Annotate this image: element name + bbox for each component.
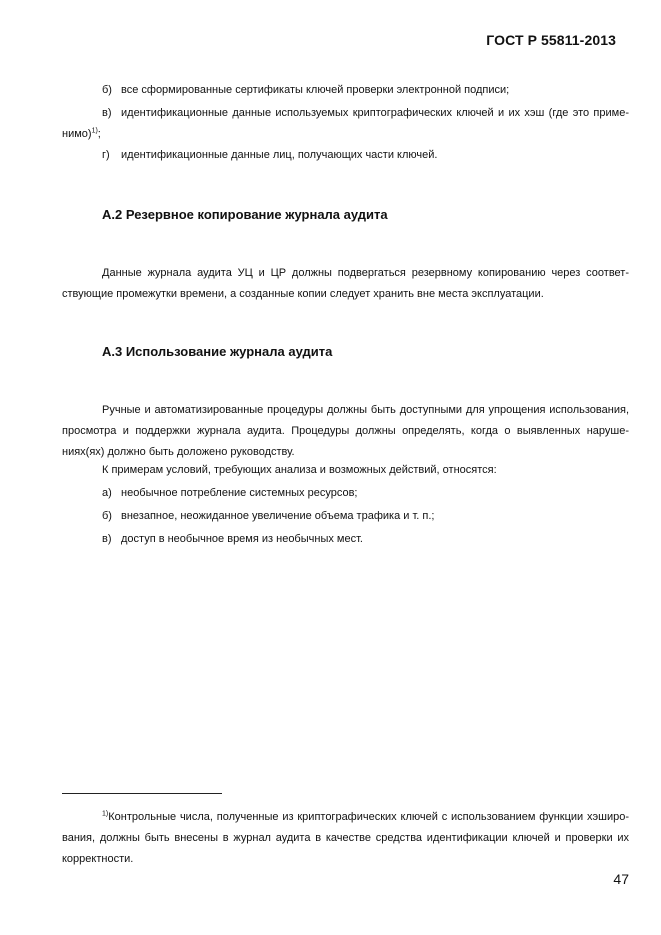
section-a2-paragraph: Данные журнала аудита УЦ и ЦР должны подвергаться резервному копированию через соответ- ствующие промежутки времени, а созданные копии следует хранить вне места эксплуатации. bbox=[62, 267, 629, 300]
list-item-text: внезапное, неожиданное увеличение объема трафика и т. п.; bbox=[121, 510, 435, 522]
list-marker: б) bbox=[102, 84, 112, 96]
list-item bbox=[102, 80, 629, 101]
section-heading-a3: А.3 Использование журнала аудита bbox=[102, 344, 333, 359]
list-item-tail: ; bbox=[97, 128, 101, 140]
list-marker: б) bbox=[102, 510, 112, 522]
footnote-reference: 1) bbox=[91, 127, 98, 135]
page-number: 47 bbox=[613, 871, 629, 887]
list-item bbox=[102, 529, 629, 550]
list-item-text: все сформированные сертификаты ключей проверки электронной подписи; bbox=[121, 84, 510, 96]
list-item-text: идентификационные данные лиц, получающих части ключей. bbox=[121, 149, 438, 161]
list-item bbox=[102, 103, 629, 124]
section-a3-paragraph: Ручные и автоматизированные процедуры должны быть доступными для упрощения использования, просмотра и поддержки журнала аудита. Процедуры должны определять, когда о выявленных наруше- ниях(ях) должно быть доложено руководству. bbox=[62, 404, 629, 458]
footnote-text: Контрольные числа, полученные из криптографических ключей с использованием функции хэширо- вания, должны быть внесены в журнал аудита в качестве средства идентификации ключей и проверки их корректности. bbox=[62, 811, 629, 865]
list-item-text-continued: нимо) bbox=[62, 128, 92, 140]
list-item-text: идентификационные данные используемых криптографических ключей и их хэш (где это приме- bbox=[121, 107, 629, 119]
list-item-text: доступ в необычное время из необычных мест. bbox=[121, 533, 363, 545]
list-marker: в) bbox=[102, 533, 112, 545]
document-header: ГОСТ Р 55811-2013 bbox=[486, 32, 616, 48]
list-item-continuation bbox=[62, 124, 629, 145]
list-item-text: необычное потребление системных ресурсов; bbox=[121, 487, 358, 499]
list-item bbox=[102, 483, 629, 504]
list-marker: г) bbox=[102, 149, 110, 161]
section-heading-a2: А.2 Резервное копирование журнала аудита bbox=[102, 207, 388, 222]
list-marker: а) bbox=[102, 487, 112, 499]
list-item bbox=[102, 145, 629, 166]
footnote-mark: 1) bbox=[102, 810, 109, 818]
list-marker: в) bbox=[102, 107, 112, 119]
footnote bbox=[62, 807, 629, 870]
list-item bbox=[102, 506, 629, 527]
footnote-separator bbox=[62, 793, 222, 794]
section-a3-intro: К примерам условий, требующих анализа и возможных действий, относятся: bbox=[102, 464, 497, 476]
